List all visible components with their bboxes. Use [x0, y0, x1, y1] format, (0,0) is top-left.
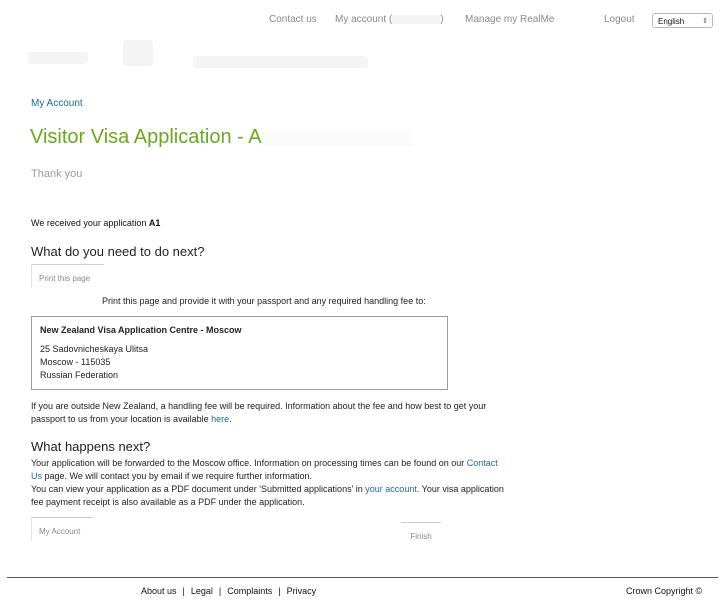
print-instructions: Print this page and provide it with your passport and any required handling fee to: — [102, 296, 426, 306]
footer-separator: | — [278, 586, 281, 596]
my-account-label-close: ) — [440, 14, 444, 25]
next-steps-heading: What do you need to do next? — [31, 244, 205, 259]
your-account-link[interactable]: your account — [365, 484, 417, 494]
address-line: 25 Sadovnicheskaya Ulitsa — [40, 344, 149, 354]
footer-privacy-link[interactable]: Privacy — [286, 586, 317, 596]
my-account-link[interactable] — [335, 14, 444, 25]
breadcrumb-my-account[interactable]: My Account — [31, 98, 83, 109]
copyright: Crown Copyright © — [626, 586, 703, 596]
page-title-text: Visitor Visa Application - A — [30, 126, 262, 148]
language-value: English — [658, 17, 685, 26]
print-page-button[interactable]: Print this page — [31, 264, 104, 288]
contact-us-link[interactable]: Contact us — [269, 14, 317, 25]
logout-link[interactable]: Logout — [604, 14, 635, 25]
handling-fee-info — [31, 400, 511, 426]
footer-legal-link[interactable]: Legal — [190, 586, 213, 596]
language-select[interactable] — [652, 13, 713, 28]
chevron-updown-icon: ⇕ — [702, 18, 708, 25]
my-account-button[interactable]: My Account — [31, 517, 93, 541]
address-box — [31, 316, 448, 390]
footer-separator: | — [218, 586, 222, 596]
page-title — [30, 126, 412, 149]
contact-us-inline-link[interactable]: Contact Us — [31, 458, 498, 481]
footer-about-link[interactable]: About us — [141, 586, 177, 596]
what-happens-text — [31, 457, 511, 509]
redacted-applicant-name — [262, 130, 412, 146]
happens-text-4: . Your visa application fee payment receipt is also available as a PDF under the application. — [31, 484, 504, 507]
address-line: Moscow - 115035 — [40, 357, 111, 367]
manage-realme-link[interactable]: Manage my RealMe — [465, 14, 555, 25]
received-text: We received your application — [31, 218, 149, 228]
footer-complaints-link[interactable]: Complaints — [227, 586, 273, 596]
happens-text-2: page. We will contact you by email if we require further information. — [42, 471, 312, 481]
centre-name: New Zealand Visa Application Centre - Moscow — [40, 325, 242, 335]
my-account-label: My account ( — [335, 14, 393, 25]
happens-text-3: You can view your application as a PDF document under 'Submitted applications' in — [31, 484, 366, 494]
logo-area — [28, 38, 368, 74]
redacted-username — [392, 15, 440, 24]
footer-separator: | — [182, 586, 185, 596]
fee-end: . — [229, 414, 232, 424]
fee-info-link[interactable]: here — [211, 414, 230, 424]
finish-button[interactable]: Finish — [401, 522, 441, 544]
what-happens-heading: What happens next? — [31, 439, 151, 454]
top-navigation — [0, 14, 725, 32]
received-message — [31, 218, 160, 228]
thank-you-heading: Thank you — [31, 168, 83, 180]
fee-text: If you are outside New Zealand, a handling fee will be required. Information about the fee and how best to get your passport to us from your location is available — [31, 401, 487, 424]
footer-links — [141, 586, 316, 596]
application-reference: A1 — [148, 218, 161, 228]
happens-text-1: Your application will be forwarded to the Moscow office. Information on processing times can be found on our — [31, 458, 467, 468]
footer-divider — [7, 577, 718, 578]
address-line: Russian Federation — [40, 370, 119, 380]
